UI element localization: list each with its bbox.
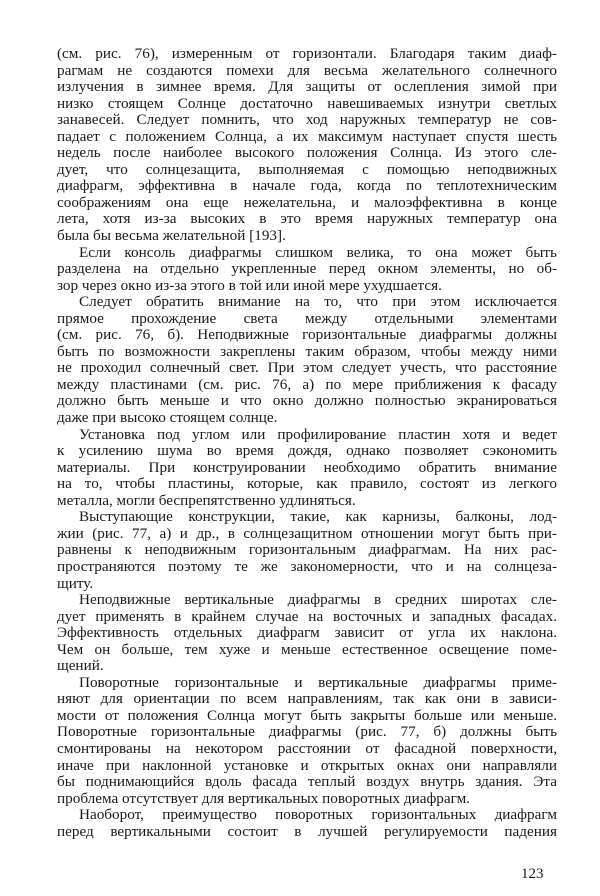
text-line: равнены к неподвижным горизонтальным диафрагмам. На них рас- xyxy=(57,541,557,559)
text-line: перед вертикальными состоит в лучшей регулируемости падения xyxy=(57,822,557,840)
text-line: диафрагм, эффективна в начале года, когда по теплотехническим xyxy=(57,177,557,195)
paragraph xyxy=(57,427,557,510)
text-line: щений. xyxy=(57,657,104,675)
text-line: мости от положения Солнца могут быть закрыты больше или меньше. xyxy=(57,706,557,724)
text-line: соображениям она еще нежелательна, и малоэффективна в конце xyxy=(57,193,557,211)
text-line: падает с положением Солнца, а их максимум наступает спустя шесть xyxy=(57,127,557,145)
text-line: к усилению шума во время дождя, однако позволяет сэкономить xyxy=(57,442,557,460)
text-line: зор через окно из-за этого в той или иной мере ухудшается. xyxy=(57,276,442,294)
text-line: на то, чтобы пластины, которые, как правило, состоят из легкого xyxy=(57,475,557,493)
paragraph xyxy=(57,294,557,426)
text-line: не проходил солнечный свет. При этом следует учесть, что расстояние xyxy=(57,359,557,377)
text-line: рагмам не создаются помехи для весьма желательного солнечного xyxy=(57,61,557,79)
text-line: была бы весьма желательной [193]. xyxy=(57,227,286,245)
text-line: щиту. xyxy=(57,574,94,592)
text-line: (см. рис. 76), измеренным от горизонтали. Благодаря таким диаф- xyxy=(57,45,557,62)
text-line: даже при высоко стоящем солнце. xyxy=(57,409,278,427)
text-line: Установка под углом или профилирование пластин хотя и ведет xyxy=(79,425,557,443)
page-body xyxy=(57,46,557,840)
text-line: бы поднимающийся вдоль фасада теплый воздух внутрь здания. Эта xyxy=(57,773,557,791)
page-number: 123 xyxy=(521,866,544,882)
text-line: быть по возможности закреплены таким образом, чтобы между ними xyxy=(57,342,557,360)
text-line: смонтированы на некотором расстоянии от фасадной поверхности, xyxy=(57,739,557,757)
text-line: проблема отсутствует для вертикальных поворотных диафрагм. xyxy=(57,789,471,807)
paragraph xyxy=(57,675,557,807)
text-line: дует, что солнцезащита, выполняемая с помощью неподвижных xyxy=(57,160,557,178)
text-line: Поворотные горизонтальные и вертикальные диафрагмы приме- xyxy=(79,673,557,691)
text-line: низко стоящем Солнце достаточно навешиваемых изнутри светлых xyxy=(57,94,557,112)
text-line: Следует обратить внимание на то, что при этом исключается xyxy=(79,293,557,311)
text-line: жии (рис. 77, а) и др., в солнцезащитном отношении могут быть при- xyxy=(57,524,557,542)
text-line: между пластинами (см. рис. 76, а) по мере приближения к фасаду xyxy=(57,375,557,393)
text-line: излучения в зимнее время. Для защиты от ослепления зимой при xyxy=(57,78,557,96)
text-line: няют для ориентации по всем направлениям, так как они в зависи- xyxy=(57,690,557,708)
text-line: материалы. При конструировании необходимо обратить внимание xyxy=(57,458,557,476)
text-line: должно быть меньше и что окно должно полностью экранироваться xyxy=(57,392,557,410)
paragraph xyxy=(57,592,557,675)
text-line: прямое прохождение света между отдельными элементами xyxy=(57,309,557,327)
text-line: Наоборот, преимущество поворотных горизонтальных диафрагм xyxy=(79,806,557,824)
text-line: Чем он больше, тем хуже и меньше естественное освещение поме- xyxy=(57,640,557,658)
text-line: металла, могли беспрепятственно удлиняться. xyxy=(57,491,356,509)
text-line: Если консоль диафрагмы слишком велика, то она может быть xyxy=(79,243,557,261)
text-line: Эффективность отдельных диафрагм зависит от угла их наклона. xyxy=(57,624,557,642)
text-line: Неподвижные вертикальные диафрагмы в средних широтах сле- xyxy=(79,591,557,609)
text-line: лета, хотя из-за высоких в это время наружных температур она xyxy=(57,210,557,228)
text-line: Выступающие конструкции, такие, как карнизы, балконы, лод- xyxy=(79,508,557,526)
paragraph xyxy=(57,46,557,245)
paragraph xyxy=(57,509,557,592)
text-line: иначе при наклонной установке и открытых окнах они направляли xyxy=(57,756,557,774)
paragraph xyxy=(57,807,557,840)
text-line: недель после наиболее высокого положения Солнца. Из этого сле- xyxy=(57,144,557,162)
text-line: (см. рис. 76, б). Неподвижные горизонтальные диафрагмы должны xyxy=(57,326,557,344)
text-line: занавесей. Следует помнить, что ход наружных температур не сов- xyxy=(57,111,557,129)
text-line: разделена на отдельно укрепленные перед окном элементы, но об- xyxy=(57,260,557,278)
text-line: Поворотные горизонтальные диафрагмы (рис. 77, б) должны быть xyxy=(57,723,557,741)
text-line: дует применять в крайнем случае на восточных и западных фасадах. xyxy=(57,607,557,625)
text-line: пространяются поэтому те же закономерности, что и на солнцеза- xyxy=(57,557,557,575)
paragraph xyxy=(57,245,557,295)
